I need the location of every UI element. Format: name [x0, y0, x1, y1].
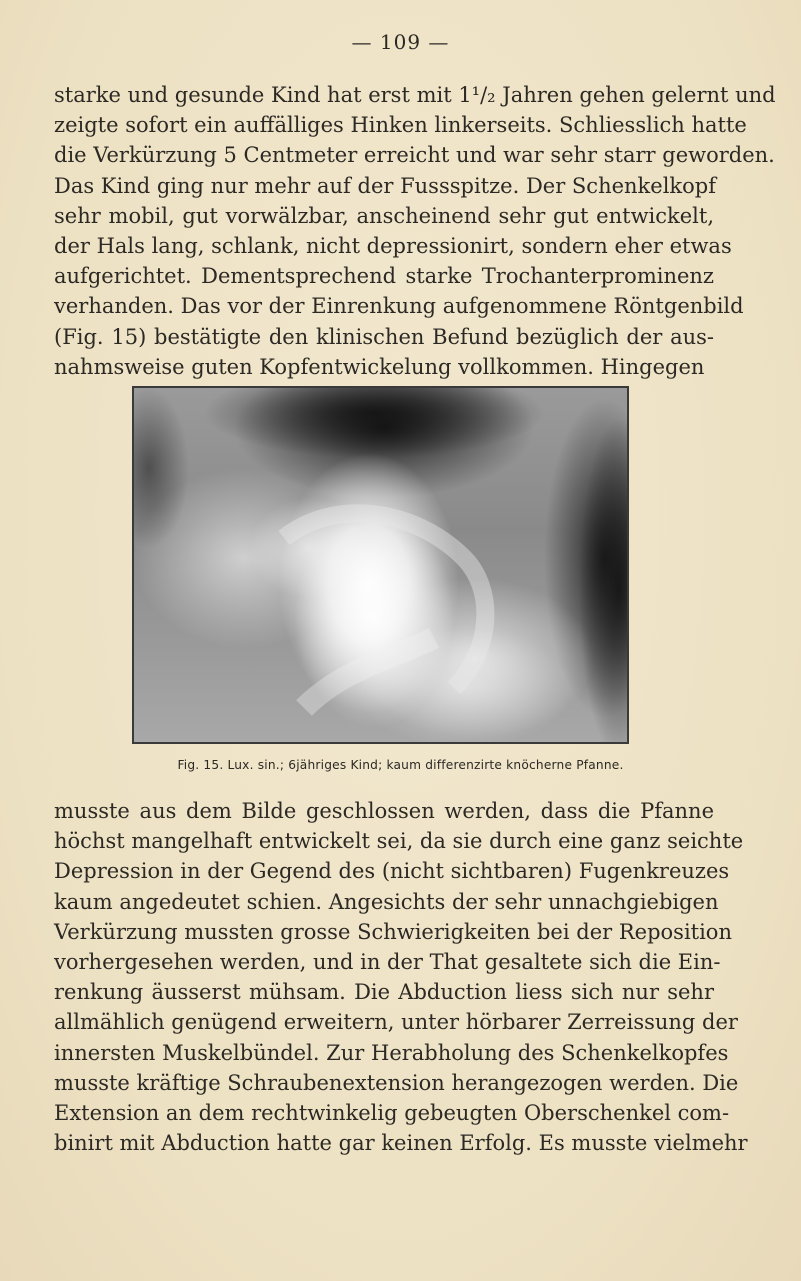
text-line: musste kräftige Schraubenextension herangezogen werden. Die	[54, 1070, 739, 1095]
text-line: der Hals lang, schlank, nicht depressionirt, sondern eher etwas	[54, 233, 732, 258]
text-line: Verkürzung mussten grosse Schwierigkeiten bei der Reposition	[54, 919, 732, 944]
text-line: renkung äusserst mühsam. Die Abduction liess sich nur sehr	[54, 980, 714, 1005]
text-line: kaum angedeutet schien. Angesichts der sehr unnachgiebigen	[54, 889, 719, 914]
text-line: Depression in der Gegend des (nicht sichtbaren) Fugenkreuzes	[54, 859, 730, 884]
text-line: höchst mangelhaft entwickelt sei, da sie durch eine ganz seichte	[54, 829, 744, 854]
text-line: sehr mobil, gut vorwälzbar, anscheinend sehr gut entwickelt,	[54, 203, 714, 228]
xray-figure-image	[132, 386, 629, 744]
page-number: — 109 —	[351, 30, 450, 54]
text-line: binirt mit Abduction hatte gar keinen Erfolg. Es musste vielmehr	[54, 1131, 748, 1156]
text-line: (Fig. 15) bestätigte den klinischen Befund bezüglich der aus-	[54, 324, 714, 349]
text-line: innersten Muskelbündel. Zur Herabholung des Schenkelkopfes	[54, 1040, 729, 1065]
text-line: vorhergesehen werden, und in der That gesaltete sich die Ein-	[54, 949, 721, 974]
text-line: zeigte sofort ein auffälliges Hinken linkerseits. Schliesslich hatte	[54, 113, 747, 138]
text-line: aufgerichtet. Dementsprechend starke Trochanterprominenz	[54, 264, 714, 289]
paragraph-top	[54, 80, 776, 382]
text-line: musste aus dem Bilde geschlossen werden, dass die Pfanne	[54, 799, 714, 823]
text-line: verhanden. Das vor der Einrenkung aufgenommene Röntgenbild	[54, 294, 744, 319]
text-line: Das Kind ging nur mehr auf der Fussspitze. Der Schenkelkopf	[54, 173, 717, 198]
xray-illustration	[134, 388, 629, 744]
figure-caption: Fig. 15. Lux. sin.; 6jähriges Kind; kaum differenzirte knöcherne Pfanne.	[177, 758, 624, 772]
text-line: die Verkürzung 5 Centmeter erreicht und war sehr starr geworden.	[54, 143, 775, 168]
text-line: starke und gesunde Kind hat erst mit 1¹/₂ Jahren gehen gelernt und	[54, 83, 776, 107]
text-line: nahmsweise guten Kopfentwickelung vollkommen. Hingegen	[54, 354, 705, 379]
text-line: Extension an dem rechtwinkelig gebeugten Oberschenkel com-	[54, 1100, 730, 1125]
text-line: allmählich genügend erweitern, unter hörbarer Zerreissung der	[54, 1010, 738, 1035]
paragraph-bottom	[54, 796, 748, 1158]
